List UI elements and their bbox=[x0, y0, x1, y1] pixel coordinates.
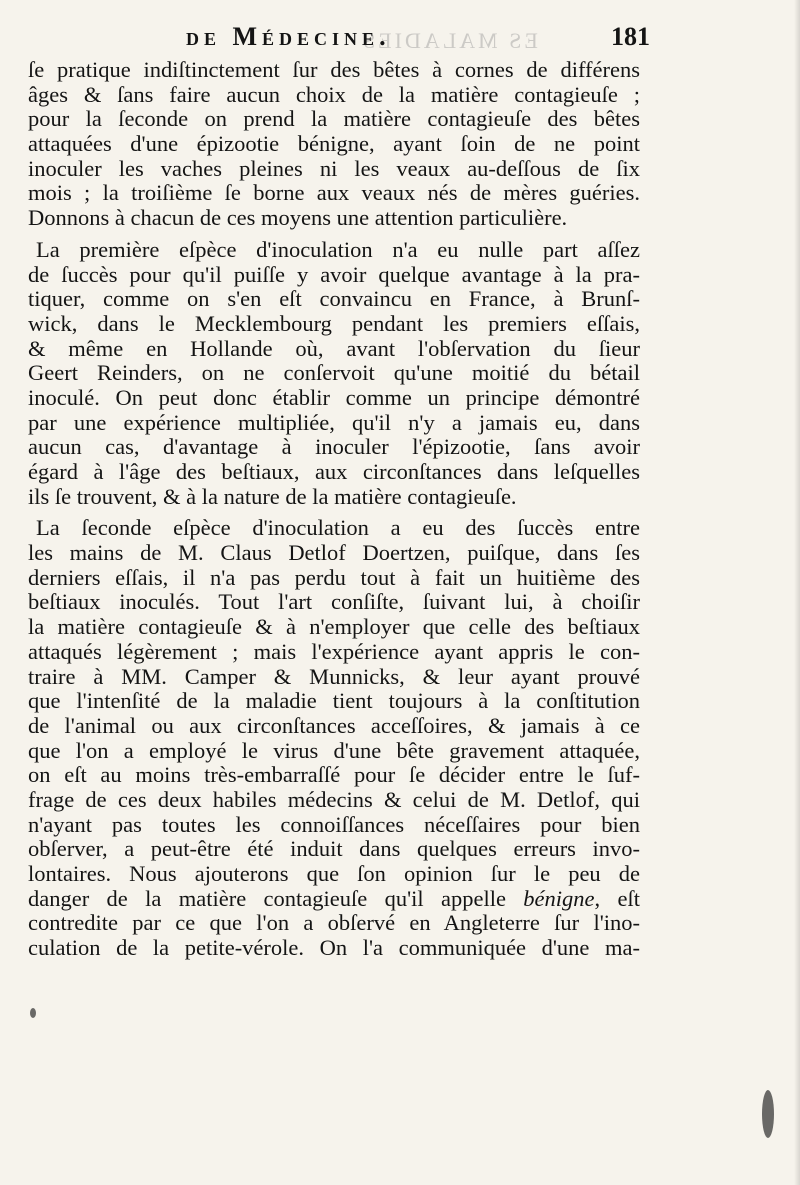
text-line: lontaires. Nous ajouterons que ſon opinion ſur le peu de bbox=[28, 861, 640, 886]
text-line: la matière contagieuſe & à n'employer que celle des beſtiaux bbox=[28, 614, 640, 640]
page-edge-shadow bbox=[794, 0, 800, 1185]
text-line: de ſuccès pour qu'il puiſſe y avoir quelque avantage à la pra- bbox=[28, 261, 640, 287]
text-line: aucun cas, d'avantage à inoculer l'épizootie, ſans avoir bbox=[28, 434, 640, 460]
text-line: que l'on a employé le virus d'une bête gravement attaquée, bbox=[28, 737, 640, 763]
paragraph-3 bbox=[28, 516, 640, 960]
text-line: La première eſpèce d'inoculation n'a eu nulle part aſſez bbox=[36, 236, 640, 262]
paragraph-1 bbox=[28, 58, 640, 231]
text-line: ſe pratique indiſtinctement ſur des bêtes à cornes de différens bbox=[28, 57, 640, 82]
text-line: inoculé. On peut donc établir comme un principe démontré bbox=[28, 384, 640, 410]
text-line: pour la ſeconde on prend la matière contagieuſe des bêtes bbox=[28, 106, 640, 132]
text-line: wick, dans le Mecklembourg pendant les premiers eſſais, bbox=[28, 310, 640, 336]
text-line: n'ayant pas toutes les connoiſſances néceſſaires pour bien bbox=[28, 811, 640, 837]
page-number: 181 bbox=[611, 22, 650, 51]
text-line: attaquées d'une épizootie bénigne, ayant ſoin de ne point bbox=[28, 131, 640, 157]
paragraph-2 bbox=[28, 238, 640, 510]
body-text bbox=[28, 58, 640, 961]
line-text-after: , eſt bbox=[594, 885, 640, 911]
italic-word: bénigne bbox=[523, 885, 595, 911]
text-line: derniers eſſais, il n'a pas perdu tout à fait un huitième des bbox=[28, 564, 640, 590]
text-line: La ſeconde eſpèce d'inoculation a eu des ſuccès entre bbox=[36, 515, 640, 541]
text-line: frage de ces deux habiles médecins & celui de M. Detlof, qui bbox=[28, 786, 640, 812]
text-line: inoculer les vaches pleines ni les veaux au-deſſous de ſix bbox=[28, 155, 640, 181]
ink-blot bbox=[762, 1090, 774, 1138]
text-line: obſerver, a peut-être été induit dans quelques erreurs invo- bbox=[28, 836, 640, 862]
text-line: que l'intenſité de la maladie tient toujours à la conſtitution bbox=[28, 688, 640, 714]
text-line: Donnons à chacun de ces moyens une attention particulière. bbox=[28, 205, 568, 231]
text-line: mois ; la troiſième ſe borne aux veaux nés de mères guéries. bbox=[28, 180, 640, 206]
text-line: & même en Hollande où, avant l'obſervation du ſieur bbox=[28, 335, 640, 361]
text-line: on eſt au moins très-embarraſſé pour ſe décider entre le ſuf- bbox=[28, 762, 640, 788]
text-line: attaqués légèrement ; mais l'expérience ayant appris le con- bbox=[28, 638, 640, 664]
text-line: beſtiaux inoculés. Tout l'art conſiſte, ſuivant lui, à choiſir bbox=[28, 589, 640, 615]
text-line: de l'animal ou aux circonſtances acceſſoires, & jamais à ce bbox=[28, 712, 640, 738]
text-line: les mains de M. Claus Detlof Doertzen, puiſque, dans ſes bbox=[28, 540, 640, 566]
line-text-before: danger de la matière contagieuſe qu'il appelle bbox=[28, 885, 524, 911]
running-title: de Médecine. bbox=[186, 22, 391, 51]
text-line-italic bbox=[28, 887, 640, 912]
ink-blot bbox=[30, 1008, 36, 1018]
text-line: culation de la petite-vérole. On l'a communiquée d'une ma- bbox=[28, 935, 640, 961]
text-line: Geert Reinders, on ne conſervoit qu'une moitié du bétail bbox=[28, 360, 640, 386]
text-line: traire à MM. Camper & Munnicks, & leur ayant prouvé bbox=[28, 663, 640, 689]
page-header bbox=[28, 22, 648, 52]
text-line: tiquer, comme on s'en eſt convaincu en France, à Brunſ- bbox=[28, 286, 640, 312]
text-line: contredite par ce que l'on a obſervé en Angleterre ſur l'ino- bbox=[28, 910, 640, 936]
bleed-through-label: ES MALADIES bbox=[360, 28, 538, 53]
text-line: âges & ſans faire aucun choix de la matière contagieuſe ; bbox=[28, 81, 640, 107]
text-line: égard à l'âge des beſtiaux, aux circonſtances dans leſquelles bbox=[28, 459, 640, 484]
text-line: par une expérience multipliée, qu'il n'y a jamais eu, dans bbox=[28, 409, 640, 435]
text-line: ils ſe trouvent, & à la nature de la matière contagieuſe. bbox=[28, 483, 517, 509]
